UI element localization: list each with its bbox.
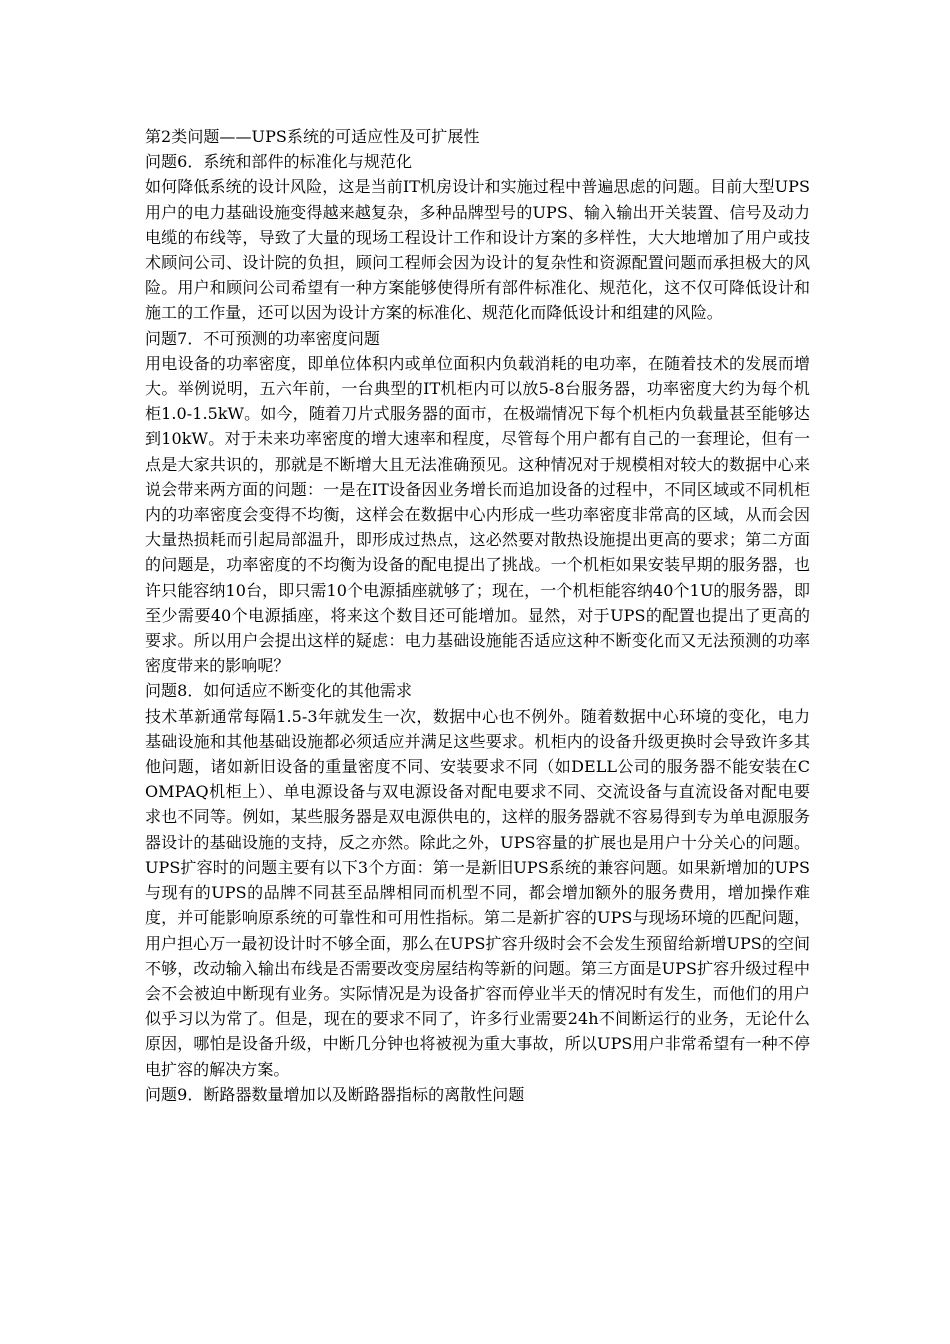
question-8-paragraph: 技术革新通常每隔1.5-3年就发生一次，数据中心也不例外。随着数据中心环境的变化，电力基础设施和其他基础设施都必须适应并满足这些要求。机柜内的设备升级更换时会导致许多其他问题，诸如新旧设备的重量密度不同、安装要求不同（如DELL公司的服务器不能安装在COMPAQ机柜上）、单电源设备与双电源设备对配电要求不同、交流设备与直流设备对配电要求也不同等。例如，某些服务器是双电源供电的，这样的服务器就不容易得到专为单电源服务器设计的基础设施的支持，反之亦然。除此之外，UPS容量的扩展也是用户十分关心的问题。UPS扩容时的问题主要有以下3个方面：第一是新旧UPS系统的兼容问题。如果新增加的UPS与现有的UPS的品牌不同甚至品牌相同而机型不同，都会增加额外的服务费用，增加操作难度，并可能影响原系统的可靠性和可用性指标。第二是新扩容的UPS与现场环境的匹配问题，用户担心万一最初设计时不够全面，那么在UPS扩容升级时会不会发生预留给新增UPS的空间不够，改动输入输出布线是否需要改变房屋结构等新的问题。第三方面是UPS扩容升级过程中会不会被迫中断现有业务。实际情况是为设备扩容而停业半天的情况时有发生，而他们的用户似乎习以为常了。但是，现在的要求不同了，许多行业需要24h不间断运行的业务，无论什么原因，哪怕是设备升级，中断几分钟也将被视为重大事故，所以UPS用户非常希望有一种不停电扩容的解决方案。	[145, 706, 810, 1079]
question-9-title: 问题9．断路器数量增加以及断路器指标的离散性问题	[145, 1084, 525, 1104]
question-6-paragraph: 如何降低系统的设计风险，这是当前IT机房设计和实施过程中普遍思虑的问题。目前大型UPS用户的电力基础设施变得越来越复杂，多种品牌型号的UPS、输入输出开关装置、信号及动力电缆的布线等，导致了大量的现场工程设计工作和设计方案的多样性，大大地增加了用户或技术顾问公司、设计院的负担，顾问工程师会因为设计的复杂性和资源配置问题而承担极大的风险。用户和顾问公司希望有一种方案能够使得所有部件标准化、规范化，这不仅可降低设计和施工的工作量，还可以因为设计方案的标准化、规范化而降低设计和组建的风险。	[145, 177, 810, 323]
question-7-title: 问题7．不可预测的功率密度问题	[145, 328, 380, 348]
question-6-title: 问题6．系统和部件的标准化与规范化	[145, 152, 413, 172]
question-8-title: 问题8．如何适应不断变化的其他需求	[145, 681, 413, 701]
question-7-paragraph: 用电设备的功率密度，即单位体积内或单位面积内负载消耗的电功率，在随着技术的发展而增大。举例说明，五六年前，一台典型的IT机柜内可以放5-8台服务器，功率密度大约为每个机柜1.0-1.5kW。如今，随着刀片式服务器的面市，在极端情况下每个机柜内负载量甚至能够达到10kW。对于未来功率密度的增大速率和程度，尽管每个用户都有自己的一套理论，但有一点是大家共识的，那就是不断增大且无法准确预见。这种情况对于规模相对较大的数据中心来说会带来两方面的问题：一是在IT设备因业务增长而追加设备的过程中，不同区域或不同机柜内的功率密度会变得不均衡，这样会在数据中心内形成一些功率密度非常高的区域，从而会因大量热损耗而引起局部温升，即形成过热点，这必然要对散热设施提出更高的要求；第二方面的问题是，功率密度的不均衡为设备的配电提出了挑战。一个机柜如果安装早期的服务器，也许只能容纳10台，即只需10个电源插座就够了；现在，一个机柜能容纳40个1U的服务器，即至少需要40个电源插座，将来这个数目还可能增加。显然，对于UPS的配置也提出了更高的要求。所以用户会提出这样的疑虑：电力基础设施能否适应这种不断变化而又无法预测的功率密度带来的影响呢？	[145, 353, 810, 676]
section-title: 第2类问题——UPS系统的可适应性及可扩展性	[145, 127, 480, 146]
document-body	[145, 124, 810, 1107]
